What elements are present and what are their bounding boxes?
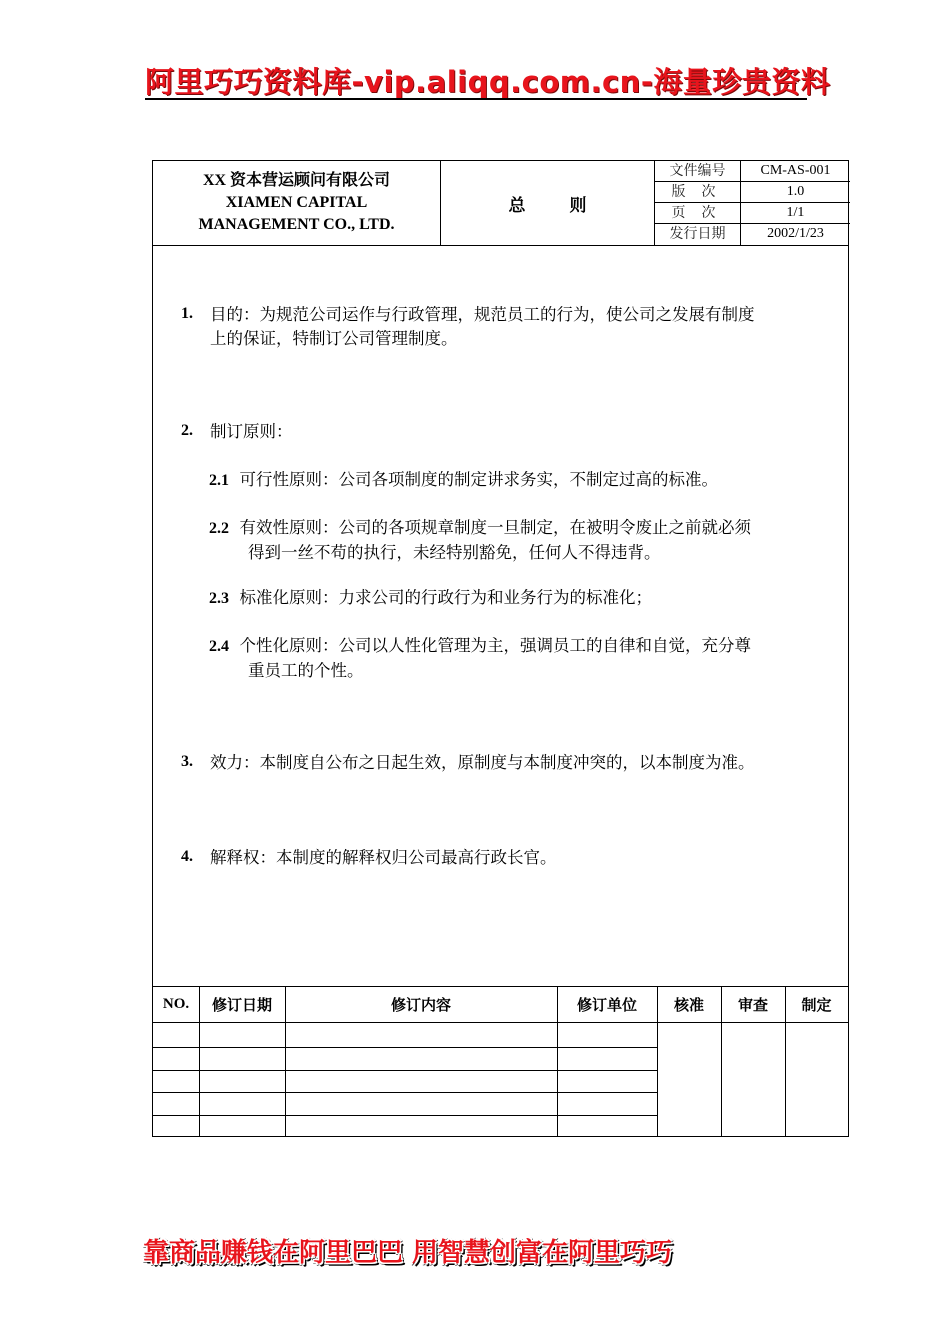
subsection-2-3 (209, 586, 849, 611)
subsection-2-3-text: 标准化原则：力求公司的行政行为和业务行为的标准化； (239, 588, 652, 607)
meta-row-doc-number (655, 161, 850, 182)
document-title: 总则 (441, 161, 655, 245)
subsection-number: 2.2 (209, 520, 229, 537)
column-header-review: 审查 (737, 995, 768, 1014)
subsection-2-2-line-2: 得到一丝不苟的执行，未经特别豁免，任何人不得违背。 (248, 543, 661, 562)
section-number: 1. (181, 305, 193, 322)
subsection-number: 2.3 (209, 590, 229, 607)
document-meta-table (655, 161, 850, 245)
column-header-approve: 核准 (673, 995, 704, 1014)
section-number: 3. (181, 753, 193, 770)
table-divider (657, 986, 658, 1137)
subsection-2-1-text: 可行性原则：公司各项制度的制定讲求务实，不制定过高的标准。 (239, 470, 718, 489)
meta-value: CM-AS-001 (760, 163, 831, 178)
subsection-2-2-line-1: 有效性原则：公司的各项规章制度一旦制定，在被明令废止之前就必须 (239, 518, 751, 537)
section-1-text (210, 303, 850, 351)
meta-row-issue-date (655, 224, 850, 245)
bottom-watermark-banner: 靠商品赚钱在阿里巴巴 用智慧创富在阿里巧巧 (143, 1238, 673, 1268)
column-header-no: NO. (162, 995, 190, 1012)
header-divider (153, 245, 848, 246)
column-header-revision-date: 修订日期 (211, 995, 272, 1014)
meta-row-page (655, 203, 850, 224)
table-row-divider (153, 1070, 657, 1071)
company-name-cn: XX 资本营运顾问有限公司 (202, 172, 391, 189)
meta-label: 页次 (655, 203, 741, 223)
section-4-text: 解释权：本制度的解释权归公司最高行政长官。 (210, 848, 557, 867)
column-header-revision-unit: 修订单位 (576, 995, 637, 1014)
table-header-divider (153, 1022, 848, 1023)
table-divider (785, 986, 786, 1137)
top-banner-underline (145, 98, 807, 100)
subsection-2-4-line-1: 个性化原则：公司以人性化管理为主，强调员工的自律和自觉，充分尊 (239, 636, 751, 655)
section-number: 4. (181, 848, 193, 865)
section-number: 2. (181, 422, 193, 439)
subsection-number: 2.4 (209, 638, 229, 655)
meta-value: 2002/1/23 (767, 226, 824, 241)
document-frame (152, 160, 849, 1137)
table-row-divider (153, 1092, 657, 1093)
meta-value: 1.0 (786, 184, 805, 199)
company-name-en-line1: XIAMEN CAPITAL (225, 194, 368, 211)
section-1-line-2: 上的保证，特制订公司管理制度。 (210, 329, 458, 348)
subsection-2-4-line-2: 重员工的个性。 (248, 661, 364, 680)
section-2-title: 制订原则： (210, 422, 293, 441)
top-watermark-banner: 阿里巧巧资料库-vip.aliqq.com.cn-海量珍贵资料 (145, 65, 831, 99)
meta-row-version (655, 182, 850, 203)
table-divider (721, 986, 722, 1137)
column-header-prepare: 制定 (801, 995, 832, 1014)
subsection-2-1 (209, 468, 849, 493)
subsection-number: 2.1 (209, 472, 229, 489)
column-header-revision-content: 修订内容 (390, 995, 451, 1014)
meta-label: 发行日期 (655, 224, 741, 245)
revision-table (153, 986, 848, 1137)
table-row-divider (153, 1047, 657, 1048)
company-name-en-line2: MANAGEMENT CO., LTD. (198, 216, 395, 233)
meta-label: 文件编号 (655, 161, 741, 181)
subsection-2-2 (209, 516, 849, 565)
meta-value: 1/1 (786, 205, 805, 220)
section-3-text: 效力：本制度自公布之日起生效，原制度与本制度冲突的，以本制度为准。 (210, 753, 755, 772)
subsection-2-4 (209, 634, 849, 683)
company-name-block (153, 161, 441, 245)
section-1-line-1: 目的：为规范公司运作与行政管理，规范员工的行为，使公司之发展有制度 (210, 305, 755, 324)
table-row-divider (153, 1115, 657, 1116)
meta-label: 版次 (655, 182, 741, 202)
